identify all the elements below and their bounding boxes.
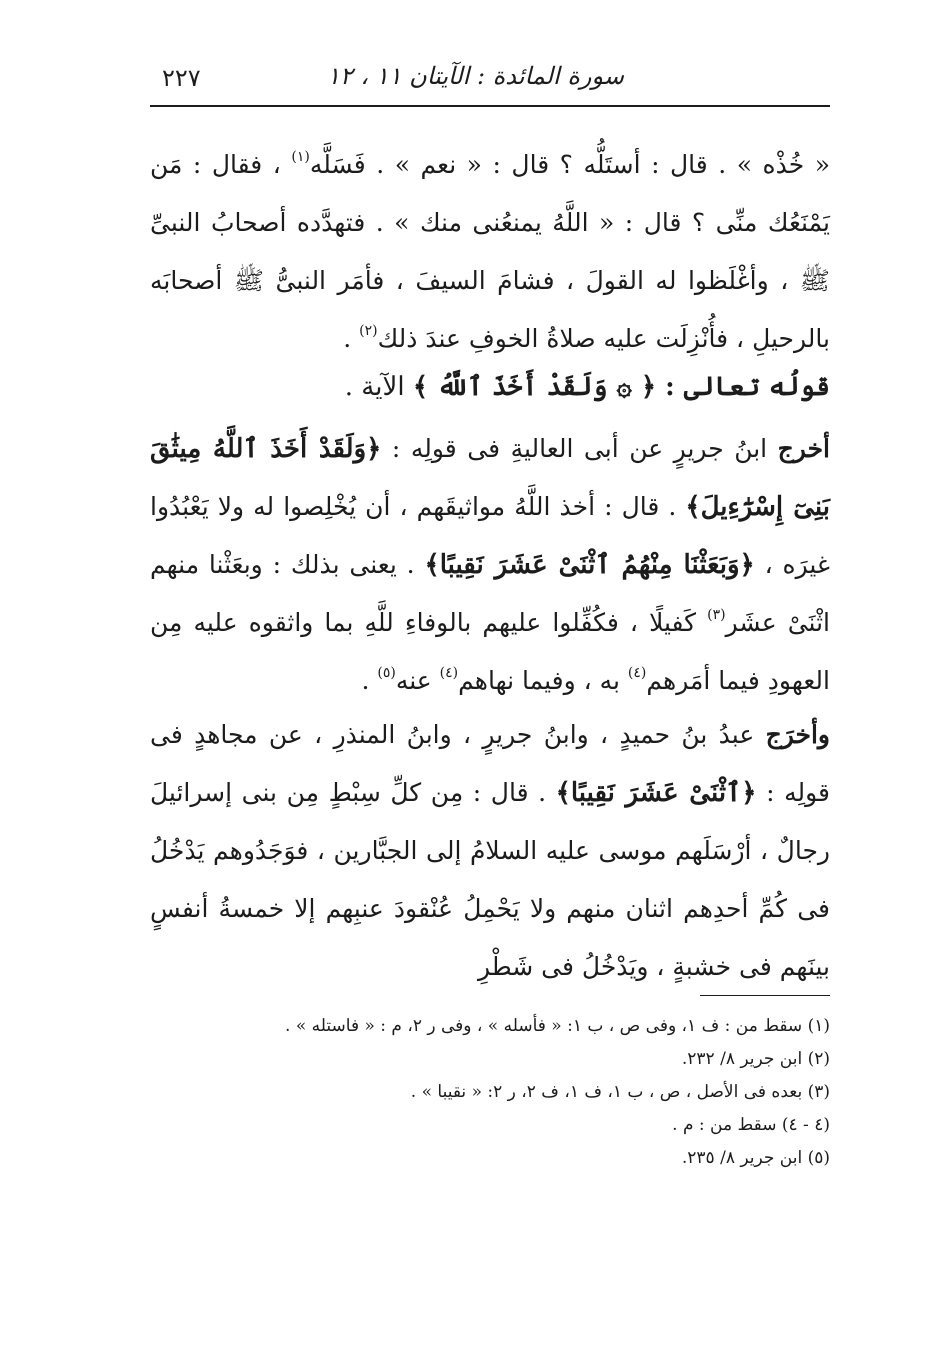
paragraph-1 (150, 136, 830, 368)
p2-verse-2: ﴿وَبَعَثْنَا مِنْهُمُ ٱثْنَىْ عَشَرَ نَقِيبًا﴾ (424, 550, 755, 580)
p2-verse-1: ﴿وَلَقَدْ أَخَذَ ٱللَّهُ مِيثَٰقَ بَنِىٓ إِسْرَٰٓءِيلَ﴾ (150, 434, 830, 522)
section-heading (150, 358, 830, 416)
p2-text-1: ابنُ جريرٍ عن أبى العاليةِ فى قولِه : (381, 434, 778, 463)
header-rule (150, 105, 830, 107)
footnote-2: (٢) ابن جرير ٨/ ٢٣٢. (681, 1049, 830, 1069)
footnote-5: (٥) ابن جرير ٨/ ٢٣٥. (681, 1148, 830, 1168)
paragraph-2 (150, 420, 830, 710)
footnote-separator (700, 995, 830, 996)
paragraph-3 (150, 706, 830, 996)
p1-text-b: ، فقال : مَن يَمْنَعُك منِّى ؟ قال : « اللَّهُ يمنعُنى منك » . فتهدَّده أصحابُ النبىِّ ﷺ ، وأغْلَظوا له القولَ ، فشامَ السيفَ ، فأمَر النبىُّ ﷺ أصحابَه بالرحيلِ ، فأُنْزِلَت عليه صلاةُ الخوفِ عندَ ذلك (150, 150, 830, 353)
p2-end: . (361, 666, 378, 695)
surah-title: سورة المائدة : الآيتان ١١ ، ١٢ (326, 62, 624, 90)
footnote-ref-4a: (٤) (627, 665, 647, 681)
heading-tail: الآية . (344, 372, 413, 402)
footnote-ref-3: (٣) (707, 607, 726, 623)
p2-text-6: عنه (395, 666, 440, 695)
p2-text-5: به ، وفيما نهاهم (458, 666, 628, 695)
footnote-3: (٣) بعده فى الأصل ، ص ، ب ١، ف ١، ف ٢، ر ٢: « نقيبا » . (410, 1082, 830, 1102)
p3-text-1: عبدُ بنُ حميدٍ ، وابنُ جريرٍ ، وابنُ المنذرِ ، عن مجاهدٍ فى قولِه : (150, 720, 831, 807)
heading-verse: ﴿ ۞ وَلَقَدْ أَخَذَ ٱللَّهُ ﴾ (412, 372, 657, 402)
p3-lead: وأخرَج (765, 720, 830, 749)
p3-text-2: . قال : مِن كلِّ سِبْطٍ مِن بنى إسرائيلَ رجالٌ ، أرْسَلَهم موسى عليه السلامُ إلى الجبَّارين ، فوَجَدُوهم يَدْخُلُ فى كُمِّ أحدِهم اثنان منهم ولا يَحْمِلُ عُنْقودَ عنبِهم إلا خمسةُ أنفسٍ بينَهم فى خشبةٍ ، ويَدْخُلُ فى شَطْرِ (150, 778, 830, 981)
footnotes (150, 1010, 830, 1175)
p2-text-2: . قال : أخذ اللَّهُ مواثيقَهم ، أن يُخْلِصوا له ولا يَعْبُدُوا غيرَه ، (150, 492, 830, 579)
heading-lead: قولُه تعالى : (656, 372, 830, 402)
footnote-4: (٤ - ٤) سقط من : م . (672, 1115, 830, 1135)
p1-text-a: « خُذْه » . قال : أستَلُّه ؟ قال : « نعم » . فَسَلَّه (309, 150, 830, 179)
footnote-ref-1: (١) (291, 149, 310, 165)
footnote-ref-5: (٥) (377, 665, 396, 681)
p1-end: . (343, 324, 360, 353)
footnote-ref-4b: (٤) (439, 665, 459, 681)
p2-text-3: . يعنى بذلك : وبعَثْنا منهم اثْنَىْ عشَر (150, 550, 830, 637)
page-number: ٢٢٧ (162, 66, 201, 92)
p2-lead: أخرج (777, 434, 831, 463)
footnote-ref-2: (٢) (359, 323, 378, 339)
p3-verse-1: ﴿ٱثْنَىْ عَشَرَ نَقِيبًا﴾ (555, 778, 757, 808)
running-header (150, 60, 829, 100)
footnote-1: (١) سقط من : ف ١، وفى ص ، ب ١: « فأسله » ، وفى ر ٢، م : « فاستله » . (285, 1016, 830, 1036)
p2-text-4: كَفيلًا ، فكُفِّلوا عليهم بالوفاءِ للَّهِ بما واثقوه عليه مِن العهودِ فيما أمَرهم (150, 608, 830, 695)
